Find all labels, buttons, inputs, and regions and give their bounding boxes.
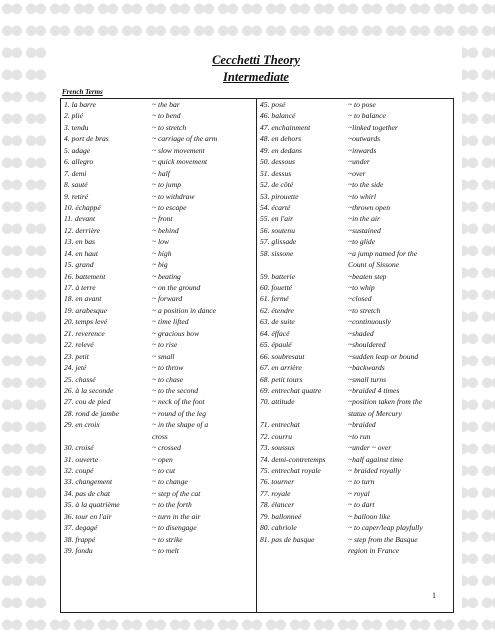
term-french: 9. retiré (64, 191, 89, 201)
term-french: 6. allegro (64, 157, 94, 167)
term-row (257, 179, 453, 190)
term-row (257, 282, 453, 293)
term-french: 77. royale (260, 488, 291, 498)
term-row (257, 202, 453, 213)
term-french: 24. jeté (64, 363, 87, 373)
term-row (257, 476, 453, 487)
term-french: 51. dessus (260, 168, 292, 178)
term-definition: ~ to throw (152, 363, 184, 373)
term-french: 69. entrechat quatre (260, 385, 322, 395)
term-french: 23. petit (64, 351, 89, 361)
term-row (257, 236, 453, 247)
term-definition: ~ quick movement (152, 157, 208, 167)
term-row (257, 328, 453, 339)
term-row (257, 419, 453, 430)
term-french: 25. chassé (64, 374, 96, 384)
term-definition: ~half against time (348, 454, 404, 464)
term-row (61, 328, 256, 339)
term-definition: ~ to disengage (152, 523, 197, 533)
term-row (257, 248, 453, 259)
term-french: 33. changement (64, 477, 113, 487)
document-title: Cecchetti Theory (212, 53, 300, 67)
term-french: 38. frappé (64, 534, 96, 544)
term-row (257, 316, 453, 327)
term-row (61, 351, 256, 362)
term-row (61, 293, 256, 304)
term-definition: ~ gracious bow (152, 328, 200, 338)
term-row (61, 396, 256, 407)
term-row (61, 339, 256, 350)
term-definition: ~ braided royally (348, 466, 401, 475)
term-french (61, 431, 152, 442)
term-definition: ~ to turn (348, 477, 375, 487)
term-row (61, 179, 256, 190)
terms-table (60, 98, 454, 613)
term-french: 71. entrechat (260, 420, 300, 430)
term-definition: ~in the air (348, 214, 380, 224)
term-french: 20. temps levé (64, 317, 108, 327)
term-french: 21. reverence (64, 328, 105, 338)
term-row (61, 362, 256, 373)
term-french: 75. entrechat royale (260, 466, 321, 475)
term-definition: ~ small (152, 351, 175, 361)
term-definition: ~ to bend (152, 111, 181, 121)
term-french: 53. pirouette (260, 191, 299, 201)
term-definition: ~ behind (152, 225, 179, 235)
term-french: 59. batterie (260, 271, 296, 281)
term-french: 12. derrière (64, 225, 100, 235)
term-definition: ~ step from the Basque (348, 534, 418, 544)
term-definition: ~to run (348, 431, 371, 441)
term-row (257, 351, 453, 362)
term-row (257, 454, 453, 465)
term-french: 73. soussus (260, 443, 295, 453)
terms-column-right (257, 99, 453, 612)
term-row (61, 202, 256, 213)
term-definition: ~ forward (152, 294, 183, 304)
term-french: 34. pas de chat (64, 488, 110, 498)
term-definition: ~ round of the leg (152, 408, 207, 418)
term-definition: ~ to strike (152, 534, 183, 544)
term-definition: ~ low (152, 237, 169, 247)
term-row (61, 522, 256, 533)
term-definition: ~ to caper/leap playfully (348, 523, 423, 533)
term-french: 52. de côté (260, 180, 294, 190)
term-row (61, 488, 256, 499)
term-french: 32. coupé (64, 466, 94, 475)
term-definition: ~ big (152, 260, 168, 270)
term-row (61, 133, 256, 144)
term-french: 65. épaulé (260, 340, 292, 350)
term-french: 15. grand (64, 260, 94, 270)
term-definition: ~ turn in the air (152, 511, 201, 521)
term-french: 80. cabriole (260, 523, 297, 533)
term-row (257, 259, 453, 270)
term-row (257, 488, 453, 499)
term-french: 30. croisé (64, 443, 94, 453)
term-definition: ~ to stretch (152, 122, 187, 132)
term-row (61, 419, 256, 430)
term-french: 7. demi (64, 168, 87, 178)
term-definition: ~a jump named for the (348, 248, 418, 258)
term-row (257, 534, 453, 545)
term-french: 5. adage (64, 145, 91, 155)
term-definition: ~ to the forth (152, 500, 192, 510)
term-definition: ~ front (152, 214, 173, 224)
term-french: 11. devant (64, 214, 96, 224)
term-french: 14. en haut (64, 248, 98, 258)
term-definition: ~ to the second (152, 385, 199, 395)
term-row (61, 236, 256, 247)
term-definition: ~continuously (348, 317, 391, 327)
term-row (257, 293, 453, 304)
document-subtitle: Intermediate (223, 70, 289, 84)
term-row (257, 385, 453, 396)
term-french: 68. petit tours (260, 374, 303, 384)
term-row (257, 374, 453, 385)
term-definition: ~to glide (348, 237, 376, 247)
term-row (61, 259, 256, 270)
term-definition: ~linked together (348, 122, 398, 132)
term-row (61, 99, 256, 110)
term-french: 55. en l'air (260, 214, 294, 224)
term-definition: ~ royal (348, 488, 370, 498)
term-french: 39. fondu (64, 546, 93, 556)
term-row (61, 316, 256, 327)
section-heading: French Terms (62, 88, 103, 96)
term-definition: ~to stretch (348, 305, 381, 315)
term-french: 62. étendre (260, 305, 294, 315)
term-definition: ~ slow movement (152, 145, 205, 155)
term-french: 54. écarté (260, 202, 291, 212)
term-definition: ~ high (152, 248, 172, 258)
term-row (61, 454, 256, 465)
term-definition: ~ balloon like (348, 511, 391, 521)
term-row (257, 511, 453, 522)
term-row (61, 271, 256, 282)
term-definition: ~ to dart (348, 500, 375, 510)
term-french: 27. cou de pied (64, 397, 111, 407)
term-row (61, 534, 256, 545)
term-definition: ~to whirl (348, 191, 376, 201)
term-row (61, 442, 256, 453)
term-french: 13. en bas (64, 237, 96, 247)
term-french: 50. dessous (260, 157, 296, 167)
term-row (257, 499, 453, 510)
term-definition: ~to whip (348, 283, 375, 292)
term-french: 28. rond de jambe (64, 408, 119, 418)
term-row (61, 122, 256, 133)
term-french: 79. ballonneé (260, 511, 302, 521)
term-definition: ~closed (348, 294, 372, 304)
term-row (257, 191, 453, 202)
term-definition: ~ to escape (152, 202, 187, 212)
term-french: 60. fouetté (260, 283, 293, 292)
term-french: 17. à terre (64, 283, 96, 292)
term-definition: ~ to balance (348, 111, 386, 121)
term-row (61, 156, 256, 167)
term-definition: ~backwards (348, 363, 385, 373)
term-definition: ~ crossed (152, 443, 181, 453)
term-row (257, 465, 453, 476)
term-definition: ~ in the shape of a (152, 420, 209, 430)
term-row (61, 465, 256, 476)
term-definition: ~ on the ground (152, 283, 201, 292)
term-definition: ~sudden leap or bound (348, 351, 419, 361)
term-row (61, 191, 256, 202)
term-row (257, 99, 453, 110)
term-french: 64. éffacé (260, 328, 290, 338)
term-row (61, 282, 256, 293)
term-definition: ~under (348, 157, 370, 167)
term-row (61, 213, 256, 224)
term-row (257, 305, 453, 316)
term-definition: ~ to change (152, 477, 188, 487)
term-definition: ~shaded (348, 328, 374, 338)
term-definition: ~small turns (348, 374, 387, 384)
term-definition: ~ to pose (348, 100, 376, 109)
term-row (257, 225, 453, 236)
term-definition: ~inwards (348, 145, 377, 155)
term-french: 61. fermé (260, 294, 289, 304)
term-row (257, 110, 453, 121)
term-row (257, 168, 453, 179)
term-definition: ~ beating (152, 271, 181, 281)
term-definition: ~ to melt (152, 546, 179, 556)
term-french: 2. plié (64, 111, 83, 121)
term-french: 8. sauté (64, 180, 88, 190)
term-row (61, 431, 256, 442)
term-definition: ~ to chase (152, 374, 184, 384)
term-definition: ~over (348, 168, 366, 178)
term-french: 58. sissone (260, 248, 294, 258)
term-french: 57. glissade (260, 237, 297, 247)
term-definition: ~to the side (348, 180, 384, 190)
term-definition: ~ time lifted (152, 317, 189, 327)
term-row (257, 408, 453, 419)
term-definition: ~outwards (348, 134, 381, 144)
term-row (257, 396, 453, 407)
term-row (61, 545, 256, 556)
term-french: 31. ouverte (64, 454, 99, 464)
term-french: 1. la barre (64, 100, 96, 109)
term-french: 10. échappé (64, 202, 101, 212)
term-french: 46. balancé (260, 111, 296, 121)
term-row (61, 168, 256, 179)
term-definition: ~ a position in dance (152, 305, 217, 315)
term-definition: ~ step of the cat (152, 488, 201, 498)
term-french: 3. tendu (64, 122, 89, 132)
term-row (257, 431, 453, 442)
term-definition: ~under ~ over (348, 443, 392, 453)
term-row (61, 499, 256, 510)
term-row (61, 305, 256, 316)
term-row (61, 225, 256, 236)
term-row (257, 133, 453, 144)
term-french: 76. tourner (260, 477, 295, 487)
term-definition: cross (152, 431, 168, 441)
term-french: 35. à la quatrième (64, 500, 120, 510)
term-definition: ~ half (152, 168, 170, 178)
term-french (257, 408, 348, 419)
term-french: 29. en croix (64, 420, 100, 430)
term-french: 26. à la seconde (64, 385, 114, 395)
term-french (257, 545, 348, 556)
term-french: 36. tour en l'air (64, 511, 112, 521)
term-definition: Count of Sissone (348, 260, 400, 270)
term-row (61, 110, 256, 121)
term-row (257, 122, 453, 133)
term-row (61, 385, 256, 396)
term-definition: ~ the bar (152, 100, 180, 109)
term-definition: ~thrown open (348, 202, 391, 212)
term-row (257, 271, 453, 282)
term-french: 16. battement (64, 271, 106, 281)
term-definition: ~ carriage of the arm (152, 134, 218, 144)
term-row (61, 374, 256, 385)
term-french: 74. demi-contretemps (260, 454, 326, 464)
term-row (61, 511, 256, 522)
term-definition: ~ to withdraw (152, 191, 195, 201)
term-french: 81. pas de basque (260, 534, 315, 544)
term-row (257, 522, 453, 533)
term-definition: ~position taken from the (348, 397, 423, 407)
term-definition: ~shouldered (348, 340, 386, 350)
term-french: 47. enchainment (260, 122, 311, 132)
term-french: 4. port de bras (64, 134, 109, 144)
term-definition: statue of Mercury (348, 408, 402, 418)
term-row (257, 213, 453, 224)
term-french: 67. en arrière (260, 363, 302, 373)
term-row (257, 362, 453, 373)
term-definition: ~ open (152, 454, 173, 464)
term-definition: ~ to rise (152, 340, 178, 350)
term-french: 63. de suite (260, 317, 295, 327)
document-page (50, 42, 462, 614)
terms-column-left (61, 99, 257, 612)
term-row (61, 476, 256, 487)
term-row (257, 145, 453, 156)
term-french: 19. arabesque (64, 305, 108, 315)
page-number: 1 (432, 591, 436, 600)
term-french: 72. courru (260, 431, 293, 441)
term-french: 22. relevé (64, 340, 94, 350)
term-row (61, 248, 256, 259)
term-french: 45. posé (260, 100, 286, 109)
term-definition: ~ neck of the foot (152, 397, 205, 407)
term-definition: ~braided 4 times (348, 385, 400, 395)
term-french: 70. attitude (260, 397, 295, 407)
term-french: 18. en avant (64, 294, 102, 304)
term-french (257, 259, 348, 270)
term-row (61, 145, 256, 156)
term-row (257, 156, 453, 167)
term-french: 37. degagé (64, 523, 98, 533)
term-definition: ~ to jump (152, 180, 181, 190)
term-french: 48. en dehors (260, 134, 302, 144)
term-row (257, 442, 453, 453)
term-row (257, 545, 453, 556)
term-definition: ~braided (348, 420, 376, 430)
term-definition: ~ to cut (152, 466, 176, 475)
term-french: 56. soutenu (260, 225, 296, 235)
term-definition: ~beaten step (348, 271, 387, 281)
term-row (257, 339, 453, 350)
term-definition: ~sustained (348, 225, 381, 235)
term-definition: region in France (348, 546, 400, 556)
term-french: 66. soubresaut (260, 351, 305, 361)
term-french: 49. en dedans (260, 145, 302, 155)
term-french: 78. élancer (260, 500, 295, 510)
term-row (61, 408, 256, 419)
